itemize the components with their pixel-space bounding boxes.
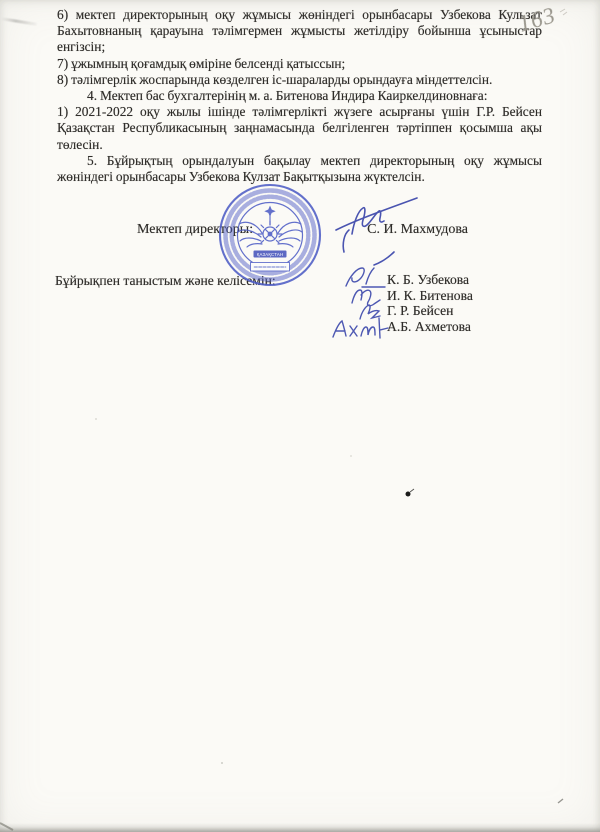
signatory-name: И. К. Битенова xyxy=(387,287,473,303)
director-label: Мектеп директоры: xyxy=(137,222,254,237)
body-line: 6) мектеп директорының оқу жұмысы жөніндегі орынбасары Узбекова Кульзат xyxy=(57,7,542,22)
signatory-name: Г. Р. Бейсен xyxy=(387,303,454,318)
body-line: 8) тәлімгерлік жоспарында көзделген іс-шараларды орындауға міндеттелсін. xyxy=(57,71,493,87)
signature-akhmetova xyxy=(333,318,388,338)
body-line: төлесін. xyxy=(57,136,103,152)
body-line: Қазақстан Республикасының заңнамасында белгіленген тәртіппен қосымша ақы xyxy=(57,120,542,136)
body-line: 1) 2021-2022 оқу жылы ішінде тәлімгерлікті жүзеге асырғаны үшін Г.Р. Бейсен xyxy=(57,104,542,120)
signature-uzbekova xyxy=(346,268,385,287)
signatory-name: К. Б. Узбекова xyxy=(387,272,470,287)
order-body xyxy=(57,7,542,185)
scan-smudge xyxy=(1,17,37,26)
body-line: 7) ұжымның қоғамдық өміріне белсенді қатыссын; xyxy=(57,55,346,71)
signature-bitenova xyxy=(352,290,380,306)
signatory-list xyxy=(387,272,473,334)
director-name: С. И. Махмудова xyxy=(367,222,468,237)
body-line: Бахытовнаның қарауына тәлімгермен жұмысты жетілдіру бойынша ұсыныстар xyxy=(57,23,542,39)
body-line: 5. Бұйрықтың орындалуын бақылау мектеп директорының оқу жұмысы xyxy=(87,152,542,168)
signature-beisen xyxy=(360,305,380,319)
body-line: 4. Мектеп бас бухгалтерінің м. а. Битенова Индира Каиркелдиновнаға: xyxy=(87,88,488,104)
ink-dot xyxy=(406,489,415,497)
signatory-name: А.Б. Ахметова xyxy=(387,318,471,334)
body-line: жөніндегі орынбасары Узбекова Кулзат Бақытқызына жүктелсін. xyxy=(57,169,425,185)
official-seal-stamp-icon xyxy=(215,180,325,290)
stamp-emblem-text: ҚАЗАҚСТАН xyxy=(256,251,284,257)
body-line: енгізсін; xyxy=(57,39,106,55)
page-number-handwritten: 163 xyxy=(515,2,559,37)
signatory-signatures xyxy=(333,268,388,338)
acknowledgement-label: Бұйрықпен таныстым және келісемін: xyxy=(55,273,276,288)
